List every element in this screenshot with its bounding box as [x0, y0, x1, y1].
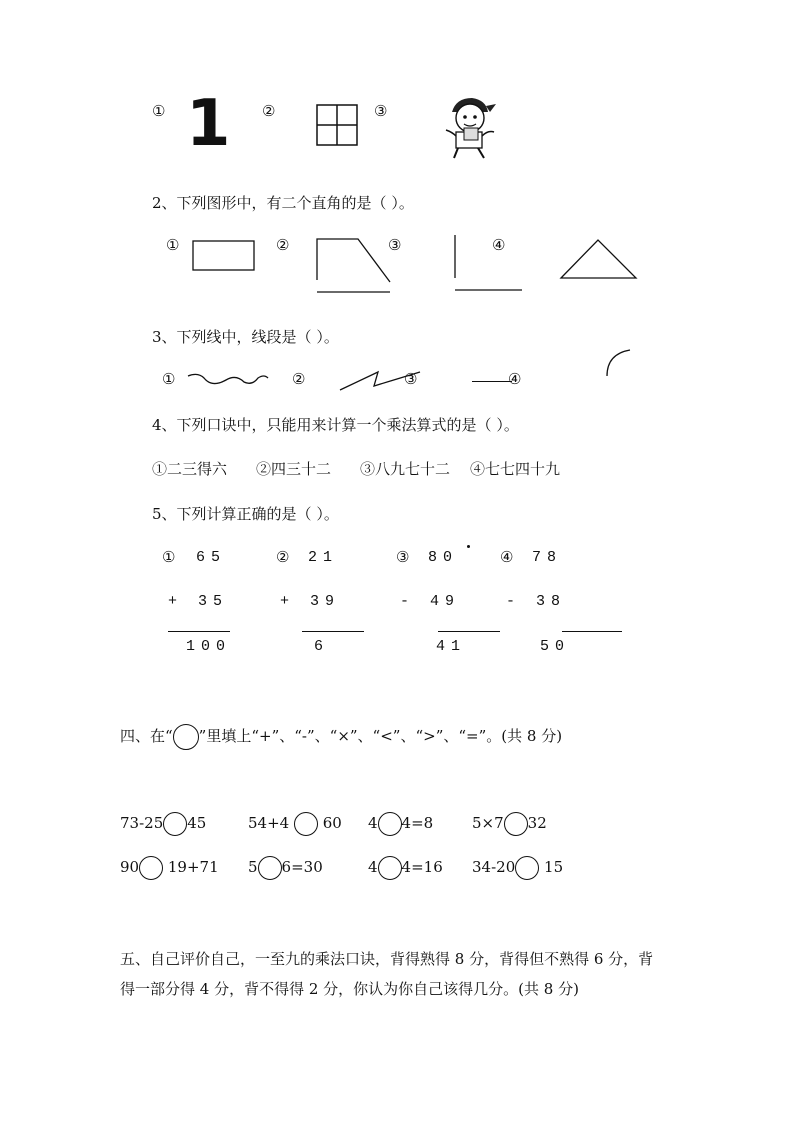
- s4-answer-circle[interactable]: [378, 856, 402, 880]
- q2-triangle-shape: [558, 238, 640, 282]
- q2-trapezoid-shape: [314, 236, 394, 296]
- s4-left: 5×7: [472, 814, 504, 832]
- s4-left: 5: [248, 858, 258, 876]
- q5-mark-4: ④: [500, 548, 514, 566]
- q5-line-3: [438, 631, 500, 632]
- q5-mark-3: ③: [396, 548, 410, 566]
- q2-mark-1: ①: [166, 236, 180, 254]
- q1-digit-one: 1: [186, 87, 231, 161]
- s4-right: 6=30: [281, 858, 323, 876]
- s4-right: 15: [544, 858, 564, 876]
- s4-right: 45: [187, 814, 207, 832]
- s4-answer-circle[interactable]: [504, 812, 528, 836]
- s4-answer-circle[interactable]: [258, 856, 282, 880]
- q5-op-1: + 35: [168, 593, 229, 610]
- q2-right-angle-shape: [452, 232, 524, 296]
- q1-mark-2: ②: [262, 102, 276, 120]
- s4-right: 4=8: [401, 814, 434, 832]
- s4-answer-circle[interactable]: [378, 812, 402, 836]
- q5-dot-mark: [467, 545, 470, 548]
- s4-answer-circle[interactable]: [139, 856, 163, 880]
- section4-prefix: 四、在“: [120, 727, 173, 745]
- q5-mark-2: ②: [276, 548, 290, 566]
- s4-row2-item3: [368, 856, 443, 880]
- s4-answer-circle[interactable]: [294, 812, 318, 836]
- q3-line-segment: [472, 381, 512, 382]
- q5-line-1: [168, 631, 230, 632]
- section4-heading: [120, 724, 562, 750]
- q5-result-3: 41: [436, 638, 467, 655]
- q5-top-2: 21: [308, 549, 339, 566]
- s4-left: 4: [368, 814, 378, 832]
- q3-mark-3: ③: [404, 370, 418, 388]
- q1-grid-square-icon: [316, 104, 358, 146]
- q5-text: 5、下列计算正确的是（ ）。: [152, 505, 339, 523]
- s4-left: 54+4: [248, 814, 290, 832]
- q2-mark-4: ④: [492, 236, 506, 254]
- q4-option-4: ④七七四十九: [470, 460, 561, 478]
- q5-result-4: 50: [540, 638, 571, 655]
- s4-right: 32: [527, 814, 547, 832]
- q5-result-2: 6: [314, 638, 330, 655]
- section5-line-2: 得一部分得 4 分，背不得得 2 分，你认为你自己该得几分。(共 8 分): [120, 980, 579, 998]
- s4-row1-item1: [120, 812, 206, 836]
- q5-result-1: 100: [186, 638, 232, 655]
- q4-text: 4、下列口诀中，只能用来计算一个乘法算式的是（ ）。: [152, 416, 519, 434]
- q3-mark-1: ①: [162, 370, 176, 388]
- s4-row1-item3: [368, 812, 433, 836]
- q5-line-4: [562, 631, 622, 632]
- q4-option-2: ②四三十二: [256, 460, 332, 478]
- s4-answer-circle[interactable]: [163, 812, 187, 836]
- q2-text: 2、下列图形中，有二个直角的是（ ）。: [152, 194, 414, 212]
- q2-mark-2: ②: [276, 236, 290, 254]
- q2-mark-3: ③: [388, 236, 402, 254]
- s4-answer-circle[interactable]: [515, 856, 539, 880]
- s4-row2-item2: [248, 856, 323, 880]
- s4-left: 34-20: [472, 858, 516, 876]
- s4-left: 90: [120, 858, 140, 876]
- section4-suffix: ”里填上“+”、“-”、“×”、“<”、“>”、“=”。(共 8 分): [198, 727, 563, 745]
- s4-right: 60: [322, 814, 342, 832]
- s4-row2-item1: [120, 856, 219, 880]
- s4-left: 4: [368, 858, 378, 876]
- q5-op-4: - 38: [506, 593, 567, 610]
- q3-curve-line: [186, 370, 270, 390]
- q1-mark-3: ③: [374, 102, 388, 120]
- s4-left: 73-25: [120, 814, 164, 832]
- q1-cartoon-boy-icon: [438, 92, 500, 162]
- section5-line-1: 五、自己评价自己，一至九的乘法口诀，背得熟得 8 分，背得但不熟得 6 分，背: [120, 950, 654, 968]
- s4-row1-item2: [248, 812, 342, 836]
- q3-mark-4: ④: [508, 370, 522, 388]
- q4-option-1: ①二三得六: [152, 460, 228, 478]
- q5-top-4: 78: [532, 549, 563, 566]
- section4-circle-icon: [173, 724, 199, 750]
- q4-option-3: ③八九七十二: [360, 460, 451, 478]
- q3-text: 3、下列线中，线段是（ ）。: [152, 328, 339, 346]
- q5-mark-1: ①: [162, 548, 176, 566]
- q5-op-3: - 49: [400, 593, 461, 610]
- q5-top-3: 80: [428, 549, 459, 566]
- q3-mark-2: ②: [292, 370, 306, 388]
- q5-line-2: [302, 631, 364, 632]
- s4-right: 4=16: [401, 858, 443, 876]
- q3-arc-line: [604, 348, 634, 378]
- s4-right: 19+71: [167, 858, 219, 876]
- q5-top-1: 65: [196, 549, 227, 566]
- q1-mark-1: ①: [152, 102, 166, 120]
- q2-rectangle-shape: [192, 240, 256, 272]
- s4-row1-item4: [472, 812, 547, 836]
- q5-op-2: + 39: [280, 593, 341, 610]
- s4-row2-item4: [472, 856, 563, 880]
